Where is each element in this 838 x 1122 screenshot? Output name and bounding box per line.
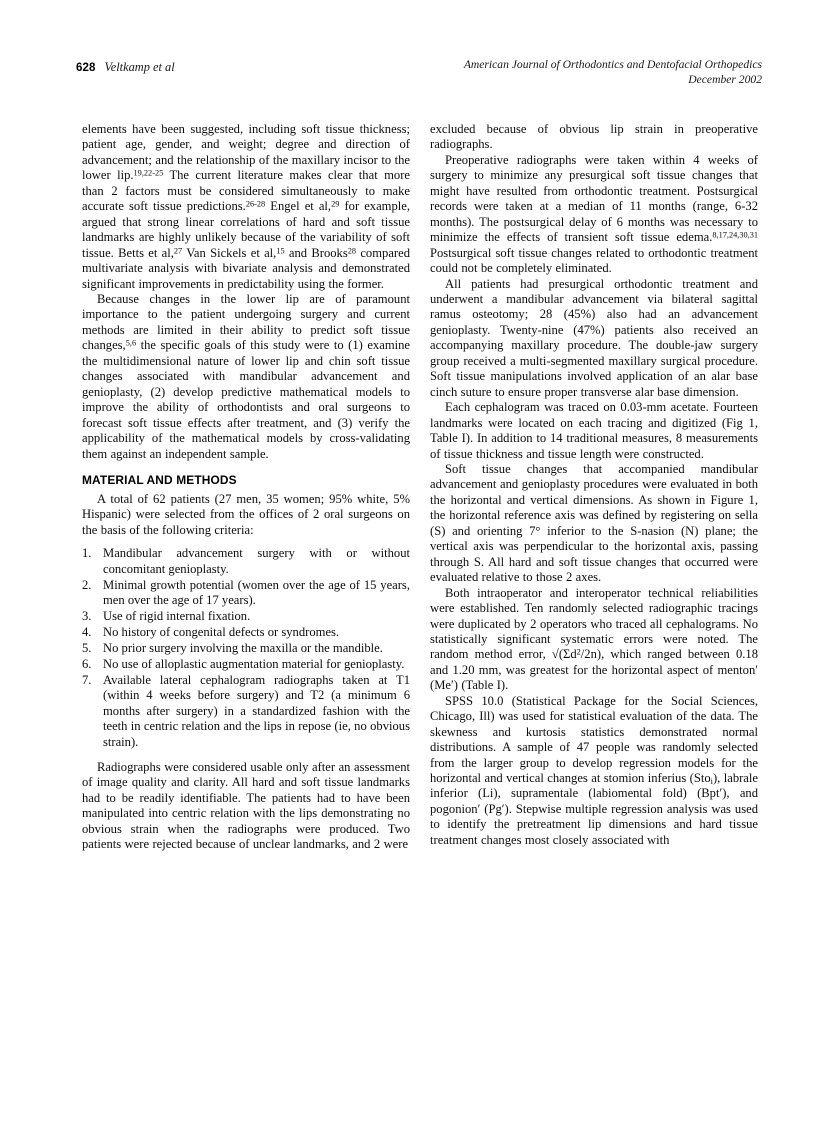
paragraph-continuation — [82, 122, 410, 292]
running-head-right — [464, 58, 762, 87]
paragraph-sample: A total of 62 patients (27 men, 35 women; 95% white, 5% Hispanic) were selected from the offices of 2 oral surgeons on the basis of the following criteria: — [82, 491, 410, 537]
running-head-authors: Veltkamp et al — [104, 60, 175, 74]
text-run: elements have been suggested, including soft tissue thickness; patient age, gender, and weight; degree and direction of advancement; and the relationship of the maxillary incisor to the lower lip. — [82, 122, 410, 183]
text-run: /2n), which ranged between 0.18 and 1.20 mm, was greatest for the horizontal aspect of menton′ (Me′) (Table I). — [430, 647, 758, 693]
text-run: Preoperative radiographs were taken within 4 weeks of surgery to minimize any presurgical soft tissue changes that might have resulted from orthodontic treatment. Postsurgical records were taken at a median of 11 months (range, 6-32 months). The postsurgical delay of 6 months was necessary to minimize the effects of transient soft tissue edema. — [430, 152, 758, 245]
paragraph-preoperative-radiographs — [430, 153, 758, 277]
citation-ref: 8,17,24,30,31 — [712, 230, 758, 240]
journal-title: American Journal of Orthodontics and Dentofacial Orthopedics — [463, 58, 762, 71]
text-run: Postsurgical soft tissue changes related to orthodontic treatment could not be completely eliminated. — [430, 245, 758, 276]
paragraph-reference-axes: Soft tissue changes that accompanied mandibular advancement and genioplasty procedures were evaluated in both the horizontal and vertical dimensions. As shown in Figure 1, the horizontal reference axis was defined by registering on sella (S) and orienting 7° inferior to the S-nasion (N) plane; the vertical axis was perpendicular to the horizontal axis, passing through S. All hard and soft tissue changes that occurred were evaluated relative to those 2 axes. — [430, 461, 758, 585]
exponent: 2 — [576, 647, 581, 657]
running-head-left — [76, 58, 175, 76]
text-run: the specific goals of this study were to (1) examine the multidimensional nature of lower lip and chin soft tissue changes associated with mandibular advancement and genioplasty, (2) develop predictive mathematical models to improve the ability of orthodontists and oral surgeons to forecast soft tissue effects after treatment, and (3) verify the applicability of the mathematical models by cross-validating them against an independent sample. — [82, 338, 410, 461]
text-run: Because changes in the lower lip are of paramount importance to the patient undergoing surgery and current methods are limited in their ability to predict soft tissue changes, — [82, 291, 410, 353]
paragraph-radiograph-usability: Radiographs were considered usable only after an assessment of image quality and clarity. All hard and soft tissue landmarks had to be readily identifiable. The patients had to have been manipulated into centric relation with the lips demonstrating no obvious strain when the radiographs were produced. Two patients were rejected because of unclear landmarks, and 2 were — [82, 759, 410, 851]
text-run: Both intraoperator and interoperator technical reliabilities were established. Ten randomly selected radiographic tracings were duplicated by 2 operators who traced all cephalograms. No statistically significant systematic errors were noted. The random method error, √(Σd — [430, 585, 758, 662]
paragraph-goals — [82, 292, 410, 462]
left-column — [82, 122, 410, 852]
list-item: Available lateral cephalogram radiographs taken at T1 (within 4 weeks before surgery) and T2 (a minimum 6 months after surgery) in a standardized fashion with the teeth in centric relation and the lips in repose (ie, no obvious strain). — [103, 672, 410, 749]
inclusion-criteria-list — [82, 546, 410, 750]
citation-ref: 29 — [331, 199, 340, 209]
text-run: for example, argued that strong linear correlations of hard and soft tissue landmarks are highly unlikely because of the variability of soft tissue. Betts et al, — [82, 199, 411, 260]
section-heading-material-and-methods: MATERIAL AND METHODS — [82, 472, 237, 487]
list-item: Minimal growth potential (women over the age of 15 years, men over the age of 17 years). — [103, 577, 410, 608]
text-run: and Brooks — [284, 245, 348, 260]
text-run: The current literature makes clear that more than 2 factors must be considered simultaneously to make accurate soft tissue predictions. — [82, 168, 410, 214]
citation-ref: 28 — [347, 246, 357, 256]
spacer — [82, 751, 410, 760]
paragraph-statistics — [430, 694, 758, 849]
citation-ref: 15 — [276, 246, 285, 256]
list-item: Use of rigid internal fixation. — [103, 609, 251, 624]
list-item: Mandibular advancement surgery with or without concomitant genioplasty. — [103, 546, 410, 576]
issue-date: December 2002 — [688, 72, 762, 86]
list-item: No use of alloplastic augmentation material for genioplasty. — [103, 657, 405, 671]
citation-ref: 5,6 — [125, 338, 137, 348]
paragraph-surgical-procedures: All patients had presurgical orthodontic treatment and underwent a mandibular advancement via bilateral sagittal ramus osteotomy; 28 (45%) also had an advancement genioplasty. Twenty-nine (47%) patients also received an accompanying maxillary procedure. The double-jaw surgery group received a multi-segmented maxillary surgical procedure. Soft tissue manipulations involved application of an alar base cinch suture to ensure proper transverse alar base dimension. — [430, 276, 758, 399]
citation-ref: 26-28 — [245, 199, 266, 209]
text-run: Van Sickels et al, — [182, 245, 277, 260]
citation-ref: 19,22-25 — [133, 168, 164, 178]
paragraph-reliability — [430, 586, 758, 694]
paragraph-cephalogram-tracing: Each cephalogram was traced on 0.03-mm acetate. Fourteen landmarks were located on each tracing and digitized (Fig 1, Table I). In addition to 14 traditional measures, 8 measurements of tissue thickness and tissue length were constructed. — [430, 400, 758, 461]
paragraph-continuation: excluded because of obvious lip strain in preoperative radiographs. — [430, 122, 758, 152]
text-run: compared multivariate analysis with bivariate analysis and demonstrated significant improvements in predictability using the former. — [82, 245, 410, 291]
subscript: i — [710, 776, 713, 786]
running-head — [76, 58, 762, 102]
right-column — [430, 122, 758, 848]
text-run: ), labrale inferior (Li), supramentale (labiomental fold) (Bpt′), and pogonion′ (Pg′). Stepwise multiple regression analysis was used to identify the pretreatment lip dimensions and hard tissue treatment changes most closely associated with — [430, 771, 758, 847]
citation-ref: 27 — [173, 246, 183, 256]
page-number: 628 — [76, 62, 96, 74]
list-item: No history of congenital defects or syndromes. — [103, 625, 340, 640]
list-item: No prior surgery involving the maxilla or the mandible. — [103, 641, 383, 656]
text-run: Engel et al, — [265, 199, 332, 214]
text-run: SPSS 10.0 (Statistical Package for the Social Sciences, Chicago, Ill) was used for statistical evaluation of the data. The skewness and kurtosis statistics demonstrated normal distributions. A sample of 47 people was randomly selected from the larger group to develop regression models for the horizontal and vertical changes at stomion inferius (Sto — [430, 693, 758, 786]
